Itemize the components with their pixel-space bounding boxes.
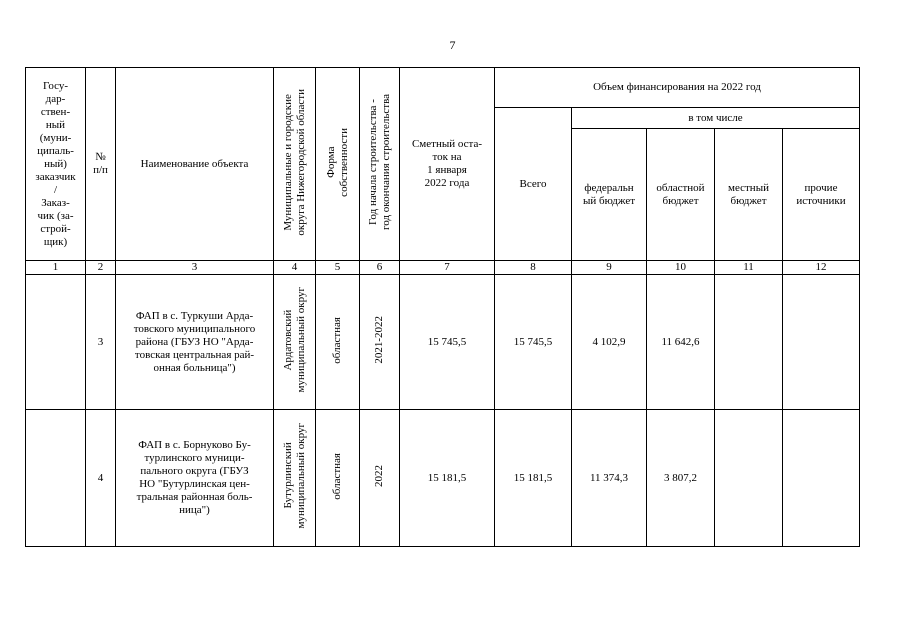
column-number: 10 [647,261,715,275]
header-years: Год начала строительства - год окончания строительства [360,68,400,261]
cell-years: 2022 [360,410,400,547]
column-number: 7 [400,261,495,275]
cell-object-name: ФАП в с. Борнуково Бу- турлинского муници- пального округа (ГБУЗ НО "Бутурлинская цен- тральная районная боль- ница") [116,410,274,547]
cell-ownership: областная [316,275,360,410]
cell-regional: 11 642,6 [647,275,715,410]
cell-total: 15 745,5 [495,275,572,410]
column-number: 12 [783,261,860,275]
header-ownership: Форма собственности [316,68,360,261]
header-including: в том числе [572,108,860,129]
header-municipal: Муниципальные и городские округа Нижегородской области [274,68,316,261]
header-num: № п/п [86,68,116,261]
column-number: 1 [26,261,86,275]
column-number-row [26,261,860,275]
header-financing: Объем финансирования на 2022 год [495,68,860,108]
cell-object-name: ФАП в с. Туркуши Арда- товского муниципального района (ГБУЗ НО "Арда- товская центральная рай- онная больница") [116,275,274,410]
cell-municipal: Ардатовский муниципальный округ [274,275,316,410]
cell-num: 3 [86,275,116,410]
cell-local [715,410,783,547]
cell-regional: 3 807,2 [647,410,715,547]
cell-customer [26,275,86,410]
cell-other [783,275,860,410]
page-number: 7 [449,38,456,52]
cell-other [783,410,860,547]
cell-total: 15 181,5 [495,410,572,547]
header-local: местный бюджет [715,129,783,261]
cell-federal: 11 374,3 [572,410,647,547]
header-estimate: Сметный оста- ток на 1 января 2022 года [400,68,495,261]
column-number: 11 [715,261,783,275]
column-number: 9 [572,261,647,275]
cell-estimate: 15 181,5 [400,410,495,547]
cell-num: 4 [86,410,116,547]
table-row [26,410,860,547]
column-number: 2 [86,261,116,275]
header-regional: областной бюджет [647,129,715,261]
financing-table [25,67,860,547]
header-customer: Госу- дар- ствен- ный (муни- ципаль- ный) заказчик / Заказ- чик (за- строй- щик) [26,68,86,261]
column-number: 4 [274,261,316,275]
cell-estimate: 15 745,5 [400,275,495,410]
cell-federal: 4 102,9 [572,275,647,410]
cell-local [715,275,783,410]
header-federal: федеральн ый бюджет [572,129,647,261]
header-other: прочие источники [783,129,860,261]
header-total: Всего [495,108,572,261]
cell-years: 2021-2022 [360,275,400,410]
column-number: 5 [316,261,360,275]
column-number: 3 [116,261,274,275]
cell-municipal: Бутурлинский муниципальный округ [274,410,316,547]
cell-ownership: областная [316,410,360,547]
column-number: 8 [495,261,572,275]
header-object-name: Наименование объекта [116,68,274,261]
column-number: 6 [360,261,400,275]
cell-customer [26,410,86,547]
table-row [26,275,860,410]
